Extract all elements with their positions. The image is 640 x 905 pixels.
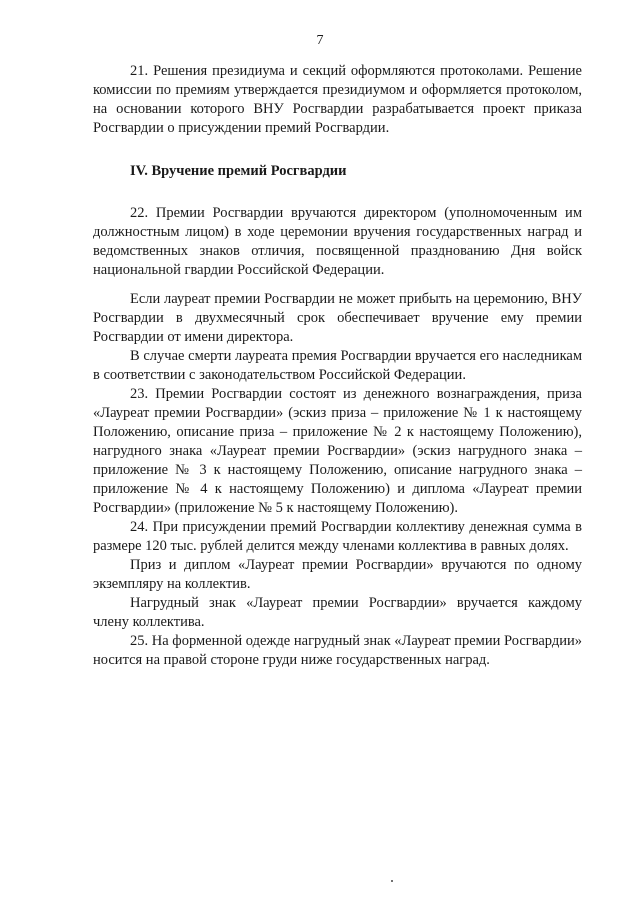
paragraph-22-absent-laureate: Если лауреат премии Росгвардии не может прибыть на церемонию, ВНУ Росгвардии в двухмесячный срок обеспечивает вручение ему премии Росгвардии от имени директора. [93,291,582,345]
paragraph-24-prize-and-diploma: Приз и диплом «Лауреат премии Росгвардии» вручаются по одному экземпляру на коллектив. [93,557,582,592]
paragraph-24: 24. При присуждении премий Росгвардии коллективу денежная сумма в размере 120 тыс. рублей делится между членами коллектива в равных долях. [93,519,582,554]
paragraph-22: 22. Премии Росгвардии вручаются директором (уполномоченным им должностным лицом) в ходе церемонии вручения государственных наград и ведомственных знаков отличия, посвященной празднованию Дня войск национальной гвардии Российской Федерации. [93,205,582,278]
page-number: 7 [316,33,324,48]
paragraph-25: 25. На форменной одежде нагрудный знак «Лауреат премии Росгвардии» носится на правой стороне груди ниже государственных наград. [93,633,582,668]
document-body [93,62,582,670]
paragraph-21: 21. Решения президиума и секций оформляются протоколами. Решение комиссии по премиям утверждается президиумом и оформляется протоколом, на основании которого ВНУ Росгвардии разрабатывается проект приказа Росгвардии о присуждении премий Росгвардии. [93,63,582,136]
section-heading: IV. Вручение премий Росгвардии [130,163,347,179]
paragraph-23: 23. Премии Росгвардии состоят из денежного вознаграждения, приза «Лауреат премии Росгвардии» (эскиз приза – приложение № 1 к настоящему Положению, описание приза – приложение № 2 к настоящему Положению), нагрудного знака «Лауреат премии Росгвардии» (эскиз нагрудного знака – приложение № 3 к настоящему Положению, описание нагрудного знака – приложение № 4 к настоящему Положению) и диплома «Лауреат премии Росгвардии» (приложение № 5 к настоящему Положению). [93,386,582,516]
paragraph-22-death-of-laureate: В случае смерти лауреата премия Росгвардии вручается его наследникам в соответствии с законодательством Российской Федерации. [93,348,582,383]
paragraph-24-badge: Нагрудный знак «Лауреат премии Росгвардии» вручается каждому члену коллектива. [93,595,582,630]
scan-speck [391,880,393,882]
